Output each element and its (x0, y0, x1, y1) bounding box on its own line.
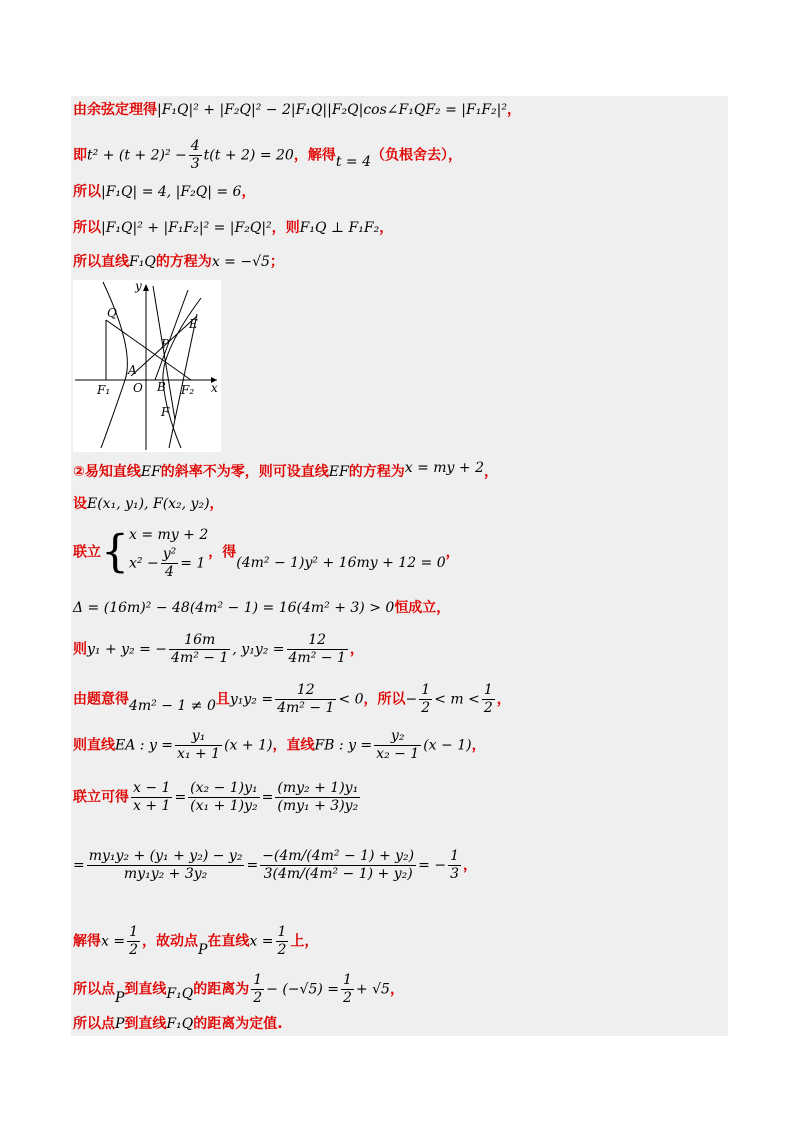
text: 联立 (73, 544, 101, 561)
math: |F₁Q|² + |F₁F₂|² = |F₂Q|² (101, 220, 272, 236)
text: 所以 (73, 220, 101, 236)
math: − (405, 691, 418, 708)
line-solve-x (73, 924, 318, 959)
math: F₁Q (166, 985, 194, 1002)
text: ，故动点 (142, 933, 198, 950)
label-f2: F₂ (181, 383, 195, 397)
fraction: $\frac{\text{y₂}}{\text{x₂ − 1}}$ (376, 728, 420, 762)
math: t(t + 2) = 20 (203, 147, 294, 164)
label-x: x (211, 381, 218, 395)
line-ef (169, 314, 197, 448)
text: ， (379, 220, 394, 236)
math: F₁Q ⊥ F₁F₂ (299, 220, 380, 236)
label-o: O (133, 381, 143, 395)
line-perpendicular (73, 218, 393, 238)
text: 恒成立， (394, 600, 451, 616)
math: F₁Q (129, 254, 156, 270)
line-combine (73, 780, 362, 815)
label-p: P (161, 337, 170, 351)
line-distance (73, 972, 404, 1007)
math: EA : y = (115, 737, 174, 754)
text: 由题意得 (73, 691, 129, 708)
math: x = −√5 (211, 254, 270, 270)
fraction: $\frac{1}{2}$ (253, 972, 263, 1006)
label-e: E (189, 317, 198, 331)
line-simplify (73, 848, 477, 883)
fraction: $\frac{\text{−(4m/(4m² − 1) + y₂)}}{\text{3(4m/(4m² − 1) + y₂)}}$ (262, 848, 415, 882)
text: 联立可得 (73, 789, 129, 806)
text: 且 (215, 691, 230, 708)
equation-system: x = my + 2 x² − $\frac{\text{y²}}{4}$ = 1 (129, 527, 209, 580)
text: ， (462, 857, 477, 874)
fraction: $\frac{x - 1}{x + 1}$ (133, 780, 171, 814)
text: 的距离为 (193, 981, 250, 998)
line-f1q-equation (73, 252, 284, 272)
text: ，得 (208, 544, 237, 561)
math: = (73, 857, 85, 874)
text: ， (349, 641, 364, 658)
text: ， (496, 691, 511, 708)
math: P (115, 1016, 125, 1032)
text: 的斜率不为零，则可设直线 (160, 464, 329, 480)
line-solve-t (73, 138, 462, 173)
fraction: $\frac{1}{2}$ (343, 972, 352, 1006)
math: t = 4 (335, 153, 372, 170)
text: 的方程为 (155, 254, 212, 270)
text: ，解得 (293, 147, 336, 164)
math: = (174, 789, 187, 806)
text: 到直线 (124, 981, 167, 998)
text: 所以 (73, 184, 101, 200)
text: ， (445, 544, 460, 561)
text: 即 (73, 147, 87, 164)
math: < m < (434, 691, 480, 708)
text: 所以直线 (73, 254, 129, 270)
line-system (73, 524, 460, 581)
hyperbola-diagram (73, 280, 221, 452)
math: = − (418, 857, 447, 874)
y-axis-arrow (143, 284, 149, 291)
text: ，则 (271, 220, 300, 236)
math: y₁ + y₂ = − (87, 641, 168, 658)
text: 的距离为定值. (193, 1016, 283, 1032)
math: , y₁y₂ = (232, 641, 285, 658)
fraction: $\frac{1}{2}$ (277, 924, 287, 958)
label-f: F (161, 405, 170, 419)
text: 在直线 (207, 933, 250, 950)
fraction: $\frac{1}{2}$ (483, 682, 493, 716)
math: x = my + 2 (404, 460, 484, 476)
text: ， (389, 981, 404, 998)
math: F₁Q (166, 1016, 194, 1032)
math: E(x₁, y₁), F(x₂, y₂) (87, 496, 210, 512)
label-y: y (135, 280, 142, 293)
fraction: $\frac{\text{my₁y₂ + (y₁ + y₂) − y₂}}{\text{my₁y₂ + 3y₂}}$ (88, 848, 243, 882)
math: (x + 1) (224, 737, 273, 754)
fraction: $\frac{16m}{\text{4m² − 1}}$ (171, 632, 229, 666)
math: (x − 1) (423, 737, 472, 754)
text: （负根舍去）， (371, 147, 463, 164)
brace: { (101, 526, 129, 578)
text: ， (507, 102, 521, 118)
math: t² + (t + 2)² − (87, 147, 187, 164)
math: EF (328, 464, 349, 480)
text: 所以点 (73, 1016, 115, 1032)
fraction: $\frac{\text{(x₂ − 1)y₁}}{\text{(x₁ + 1)y₂}}$ (190, 780, 258, 814)
text: ， (471, 737, 486, 754)
math: P (115, 989, 125, 1006)
text: 设 (73, 496, 87, 512)
text: ， (209, 496, 224, 512)
text: 上， (290, 933, 319, 950)
math: |F₁Q| = 4, |F₂Q| = 6 (101, 184, 242, 200)
text: 的方程为 (348, 464, 405, 480)
text: ②易知直线 (73, 464, 141, 480)
text: ， (483, 464, 498, 480)
line-m-range (73, 682, 511, 717)
math: < 0 (338, 691, 364, 708)
math: |F₁Q|² + |F₂Q|² − 2|F₁Q||F₂Q|cos∠F₁QF₂ = |F₁F₂|² (157, 102, 507, 118)
text: 到直线 (124, 1016, 167, 1032)
fraction: $\frac{1}{3}$ (450, 848, 459, 882)
text: ， (241, 184, 256, 200)
fraction: $\frac{4}{3}$ (190, 138, 200, 172)
text: 由余弦定理得 (73, 102, 157, 118)
math: 4m² − 1 ≠ 0 (129, 697, 216, 714)
math: P (198, 941, 208, 958)
text: 则直线 (73, 737, 115, 754)
label-b: B (157, 380, 166, 394)
line-vieta (73, 632, 364, 667)
text: 解得 (73, 933, 101, 950)
math: = (261, 789, 274, 806)
text: 则 (73, 641, 87, 658)
line-conclusion (73, 1014, 283, 1034)
math: x = (101, 933, 126, 950)
math: + √5 (355, 981, 390, 998)
label-q: Q (107, 306, 117, 320)
text: ，直线 (272, 737, 315, 754)
line-qf2 (106, 320, 191, 380)
math: = (246, 857, 259, 874)
fraction: $\frac{1}{2}$ (129, 924, 138, 958)
line-set-points (73, 494, 224, 514)
math: x = (249, 933, 274, 950)
label-a: A (128, 363, 137, 377)
fraction: $\frac{12}{\text{4m² − 1}}$ (277, 682, 335, 716)
fraction: $\frac{1}{2}$ (421, 682, 431, 716)
line-discriminant (73, 598, 450, 618)
math: (4m² − 1)y² + 16my + 12 = 0 (236, 554, 446, 571)
label-f1: F₁ (97, 383, 111, 397)
text: 所以点 (73, 981, 115, 998)
math: FB : y = (314, 737, 373, 754)
hyperbola-figure (73, 280, 221, 452)
line-ef-equation (73, 462, 498, 482)
math: Δ = (16m)² − 48(4m² − 1) = 16(4m² + 3) > 0 (73, 600, 395, 616)
fraction: $\frac{\text{(my₂ + 1)y₁}}{\text{(my₁ + 3)y₂}}$ (277, 780, 359, 814)
line-ea-fb (73, 728, 486, 763)
math: EF (140, 464, 161, 480)
line-lengths (73, 182, 255, 202)
math: − (−√5) = (266, 981, 339, 998)
text: ； (269, 254, 284, 270)
line-cosine-law (73, 100, 521, 120)
fraction: $\frac{12}{\text{4m² − 1}}$ (288, 632, 346, 666)
fraction: $\frac{\text{y₁}}{\text{x₁ + 1}}$ (177, 728, 221, 762)
math: y₁y₂ = (229, 691, 274, 708)
text: ，所以 (363, 691, 406, 708)
